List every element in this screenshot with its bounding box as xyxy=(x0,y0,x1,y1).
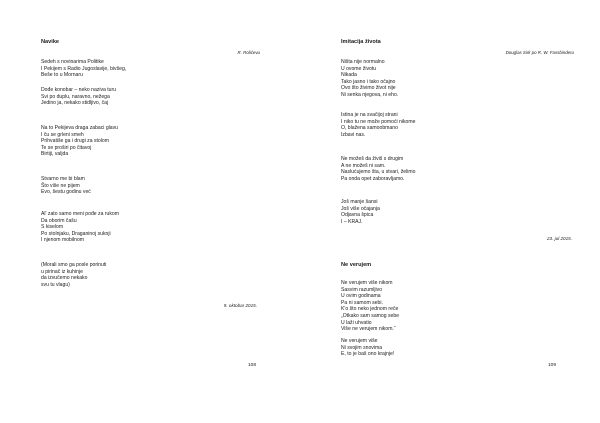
stanza-6 xyxy=(41,262,106,288)
poem-line: Te se proširi po čitavoj xyxy=(41,144,92,151)
poem-line: U ovome životu xyxy=(341,65,377,72)
poem-line: Stvarno me bi blam xyxy=(41,176,85,182)
poem-line: I njenom mobilnom xyxy=(41,237,85,244)
stanza-4 xyxy=(341,199,380,225)
poem-line: Što više ne pijem xyxy=(41,182,80,189)
poem-line: Beše to u Mornaru xyxy=(41,72,83,79)
stanza-5 xyxy=(41,211,119,244)
stanza-1 xyxy=(341,59,398,99)
poem-line: I ču se grleni smeh xyxy=(41,131,84,138)
stanza-2 xyxy=(341,112,415,138)
stanza-2 xyxy=(41,87,116,107)
poem-line: Evo, šestu godinu već xyxy=(41,189,91,196)
poem-line: Ovo što živimo život nije xyxy=(341,85,396,92)
poem-line: I Pekijem s Radio Jugoslavije, bivšeg, xyxy=(41,65,127,72)
poem-line: Izbavi nas. xyxy=(341,131,366,138)
page-number: 109 xyxy=(548,363,557,368)
poem-dedication: Douglas Sirk po R. W. Fassbinderu xyxy=(505,50,574,55)
poem-line: Još manje šansi xyxy=(341,199,378,205)
poem-line: Sedeh s novinarima Politike xyxy=(41,59,104,65)
stanza-3 xyxy=(41,125,118,158)
poem-line: Tako jasno i tako očajno xyxy=(341,78,396,85)
poem-title: Imitacija života xyxy=(341,39,381,45)
poem-line: U ovim godinama xyxy=(341,293,381,300)
poem-line: Dođe konobar – neko naziva turu xyxy=(41,87,117,93)
poem-line: Jedino ja, nekako stidljivo, čaj xyxy=(41,100,109,107)
poem-line: Još više očajanja xyxy=(341,205,380,212)
poem-line: Ne verujem više nikom xyxy=(341,280,393,286)
stanza-3 xyxy=(341,156,415,182)
stanza-1 xyxy=(41,59,126,79)
poem-line: O, blažena samoobmano xyxy=(341,125,398,132)
poem-line: „Otkako sam samog sebe xyxy=(341,312,400,319)
poem-line: Prihvatiše ga i drugi za stolom xyxy=(41,138,109,145)
right-page xyxy=(300,0,600,423)
poem-line: u pirinač iz kuhinje xyxy=(41,268,83,275)
poem-line: S kiselom xyxy=(41,224,64,231)
poem-line: Al' zato samo meni pođe za rukom xyxy=(41,211,119,217)
stanza-4 xyxy=(41,176,91,196)
poem-line: Ni senka njegova, ni eho. xyxy=(341,91,399,98)
poem-line: E, to je baš ono krajnje! xyxy=(341,351,395,358)
poem-line: Sasvim razumljivo xyxy=(341,286,383,293)
poem-line: Ni svojim snovima xyxy=(341,344,383,351)
poem-line: I – KRAJ. xyxy=(341,218,363,225)
poem-line: Ne možeš da živiš s drugim xyxy=(341,156,404,162)
poem-line: Naslućujemo šta, u stvari, želimo xyxy=(341,169,416,176)
poem-line: da izvučemo nekako xyxy=(41,275,88,282)
poem-line: Istina je na svačijoj strani xyxy=(341,112,398,118)
poem-line: (Morali smo ga posle porinuti xyxy=(41,262,107,268)
stanza-2 xyxy=(341,338,394,358)
poem-line: Na to Pekijeva draga zabaci glavu xyxy=(41,125,119,131)
poem-title: Navike xyxy=(41,39,60,45)
poem-line: Više ne verujem nikom.“ xyxy=(341,326,396,333)
poem-line: Ne verujem više xyxy=(341,338,378,344)
poem-line: A ne možeš ni sam. xyxy=(341,162,386,169)
poem-line: Birtiji, valjda xyxy=(41,151,69,158)
page-number: 108 xyxy=(248,363,257,368)
poem-title: Ne verujem xyxy=(341,262,372,268)
poem-line: svu tu vlagu) xyxy=(41,281,70,288)
poem-dedication: R. Rolićevu xyxy=(237,50,260,55)
poem-line: Ništa nije normalno xyxy=(341,59,385,65)
poem-line: Nikada xyxy=(341,72,357,79)
poem-line: Po stolnjaku, Draganinoj suknji xyxy=(41,230,111,237)
poem-date: 9. oktobar 2015. xyxy=(223,303,257,308)
poem-line: K'o što neko jednom reče xyxy=(341,306,399,313)
poem-line: Da oborim čašu xyxy=(41,217,77,224)
poem-line: Odjavna špica xyxy=(341,212,374,219)
poem-line: Pa ni samom sebi. xyxy=(341,299,383,306)
poem-line: I niko tu ne može pomoći nikome xyxy=(341,118,416,125)
poem-line: U laži uhvatio xyxy=(341,319,372,326)
stanza-1 xyxy=(341,280,399,333)
poem-date: 23. jul 2015. xyxy=(546,236,572,241)
poem-line: Svi po duplu, naravno, nežega xyxy=(41,93,110,100)
poem-line: Pa onda opet zaboravljamo. xyxy=(341,175,405,182)
